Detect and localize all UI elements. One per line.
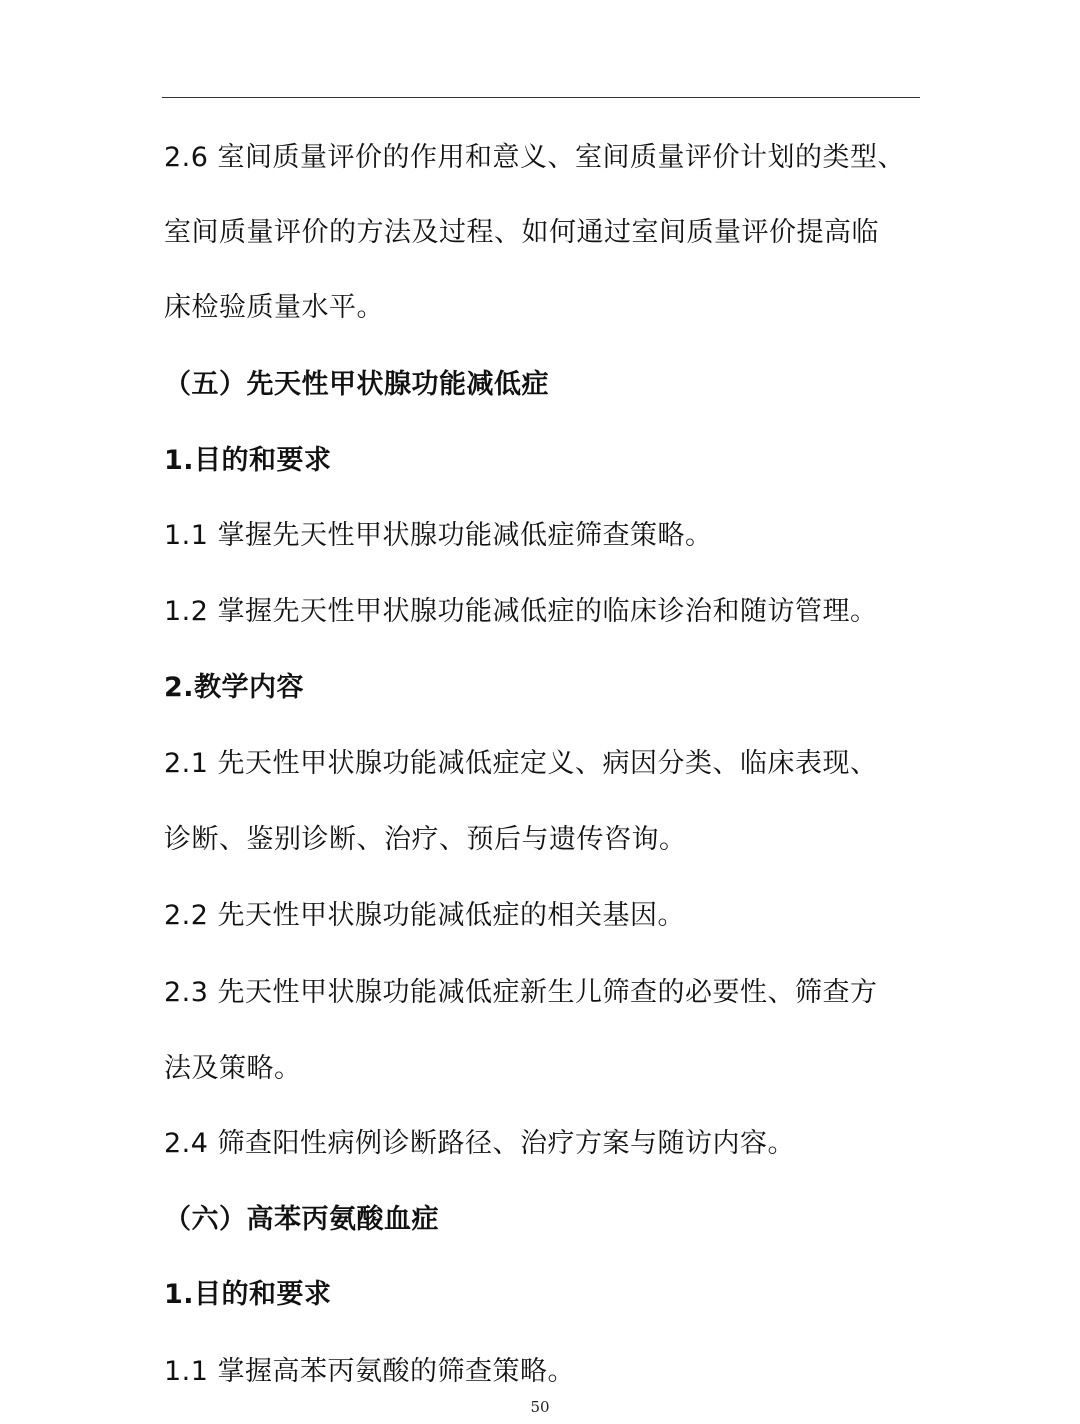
text-line: 1.2 掌握先天性甲状腺功能减低症的临床诊治和随访管理。	[164, 596, 878, 627]
section-heading: （六）高苯丙氨酸血症	[164, 1204, 439, 1235]
section-heading: （五）先天性甲状腺功能减低症	[164, 369, 549, 400]
text-line: 2.2 先天性甲状腺功能减低症的相关基因。	[164, 900, 686, 931]
text-line: 2.4 筛查阳性病例诊断路径、治疗方案与随访内容。	[164, 1128, 796, 1159]
text-line: 2.1 先天性甲状腺功能减低症定义、病因分类、临床表现、	[164, 748, 878, 779]
header-rule	[162, 97, 920, 98]
text-line: 2.6 室间质量评价的作用和意义、室间质量评价计划的类型、	[164, 142, 906, 173]
text-line: 诊断、鉴别诊断、治疗、预后与遗传咨询。	[164, 824, 687, 855]
subsection-heading: 1.目的和要求	[164, 1279, 332, 1310]
subsection-heading: 2.教学内容	[164, 672, 305, 703]
text-line: 1.1 掌握先天性甲状腺功能减低症筛查策略。	[164, 520, 713, 551]
text-line: 室间质量评价的方法及过程、如何通过室间质量评价提高临	[164, 217, 879, 248]
text-line: 床检验质量水平。	[164, 292, 384, 323]
subsection-heading: 1.目的和要求	[164, 445, 332, 476]
text-line: 法及策略。	[164, 1053, 302, 1084]
page-number: 50	[530, 1398, 550, 1416]
text-line: 2.3 先天性甲状腺功能减低症新生儿筛查的必要性、筛查方	[164, 977, 878, 1008]
text-line: 1.1 掌握高苯丙氨酸的筛查策略。	[164, 1356, 576, 1387]
